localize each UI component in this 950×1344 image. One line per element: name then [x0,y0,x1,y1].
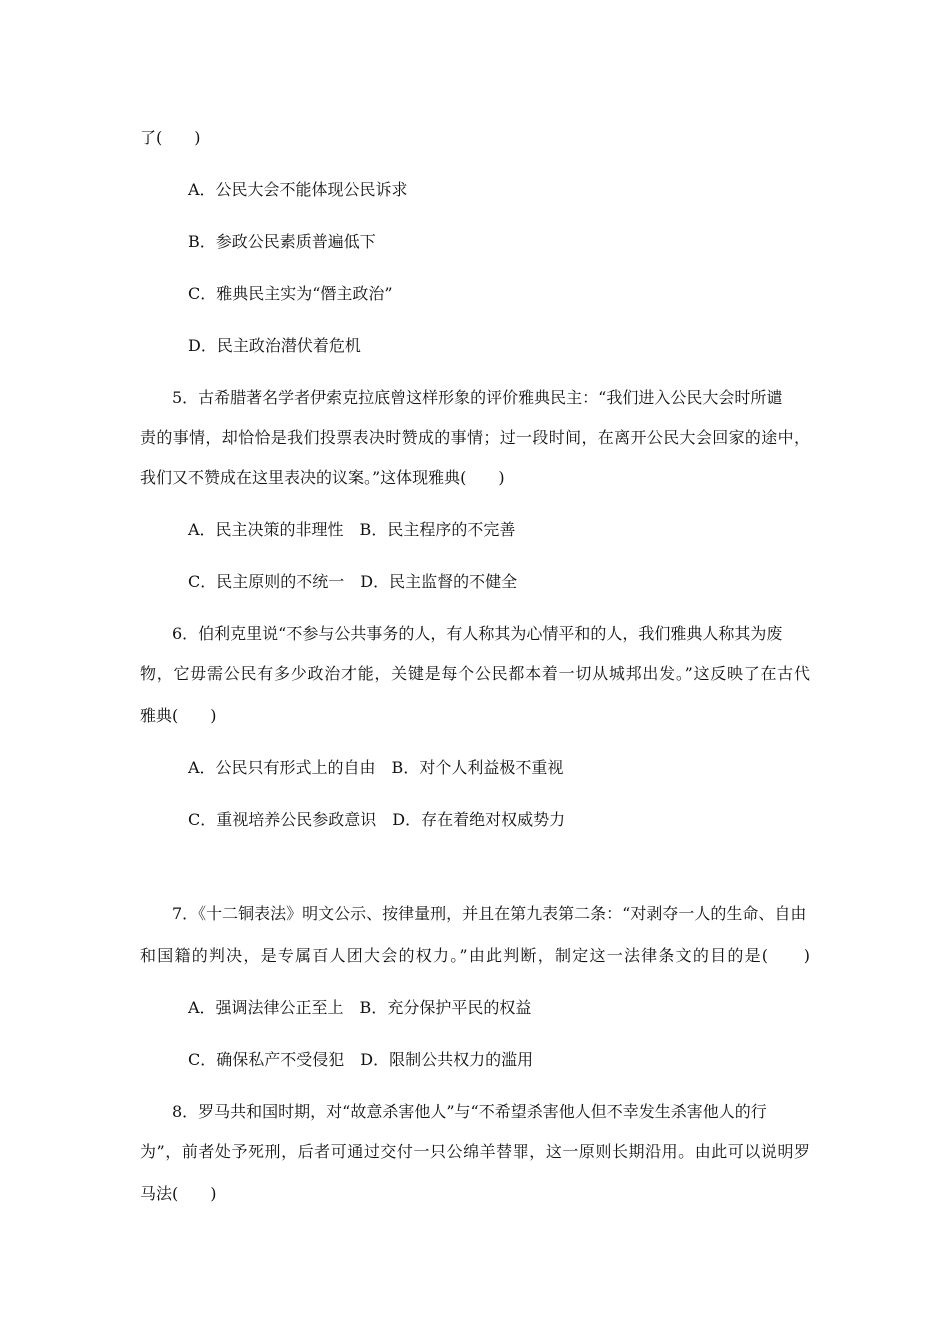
q8-stem-line-2: 为”，前者处予死刑，后者可通过交付一只公绵羊替罪，这一原则长期沿用。由此可以说明罗 [140,1142,810,1161]
q6-stem-line-2: 物，它毋需公民有多少政治才能，关键是每个公民都本着一切从城邦出发。”这反映了在古代 [140,664,810,683]
q8-stem-line-3: 马法( ) [140,1184,217,1203]
q6-stem-line-3: 雅典( ) [140,706,217,725]
q4-stem-tail: 了( ) [140,128,201,147]
q8-stem-line-1: 8．罗马共和国时期，对“故意杀害他人”与“不希望杀害他人但不幸发生杀害他人的行 [172,1102,767,1121]
q7-options-ab: A．强调法律公正至上 B．充分保护平民的权益 [188,998,532,1017]
q4-option-d: D．民主政治潜伏着危机 [188,336,361,355]
q6-stem-line-1: 6．伯利克里说“不参与公共事务的人，有人称其为心情平和的人，我们雅典人称其为废 [172,624,783,643]
q4-option-b: B．参政公民素质普遍低下 [188,232,376,251]
q6-options-ab: A．公民只有形式上的自由 B．对个人利益极不重视 [188,758,564,777]
q4-option-a: A．公民大会不能体现公民诉求 [188,180,408,199]
q5-stem-line-3: 我们又不赞成在这里表决的议案。”这体现雅典( ) [140,468,505,487]
q4-option-c: C．雅典民主实为“僭主政治” [188,284,393,303]
q7-options-cd: C．确保私产不受侵犯 D．限制公共权力的滥用 [188,1050,534,1069]
q6-options-cd: C．重视培养公民参政意识 D．存在着绝对权威势力 [188,810,566,829]
q5-options-ab: A．民主决策的非理性 B．民主程序的不完善 [188,520,516,539]
q7-stem-line-2: 和国籍的判决，是专属百人团大会的权力。”由此判断，制定这一法律条文的目的是( ) [140,946,810,965]
q5-stem-line-2: 责的事情，却恰恰是我们投票表决时赞成的事情；过一段时间，在离开公民大会回家的途中， [140,428,810,447]
q7-stem-line-1: 7．《十二铜表法》明文公示、按律量刑，并且在第九表第二条：“对剥夺一人的生命、自由 [172,904,807,923]
q5-options-cd: C．民主原则的不统一 D．民主监督的不健全 [188,572,518,591]
q5-stem-line-1: 5．古希腊著名学者伊索克拉底曾这样形象的评价雅典民主：“我们进入公民大会时所谴 [172,388,783,407]
